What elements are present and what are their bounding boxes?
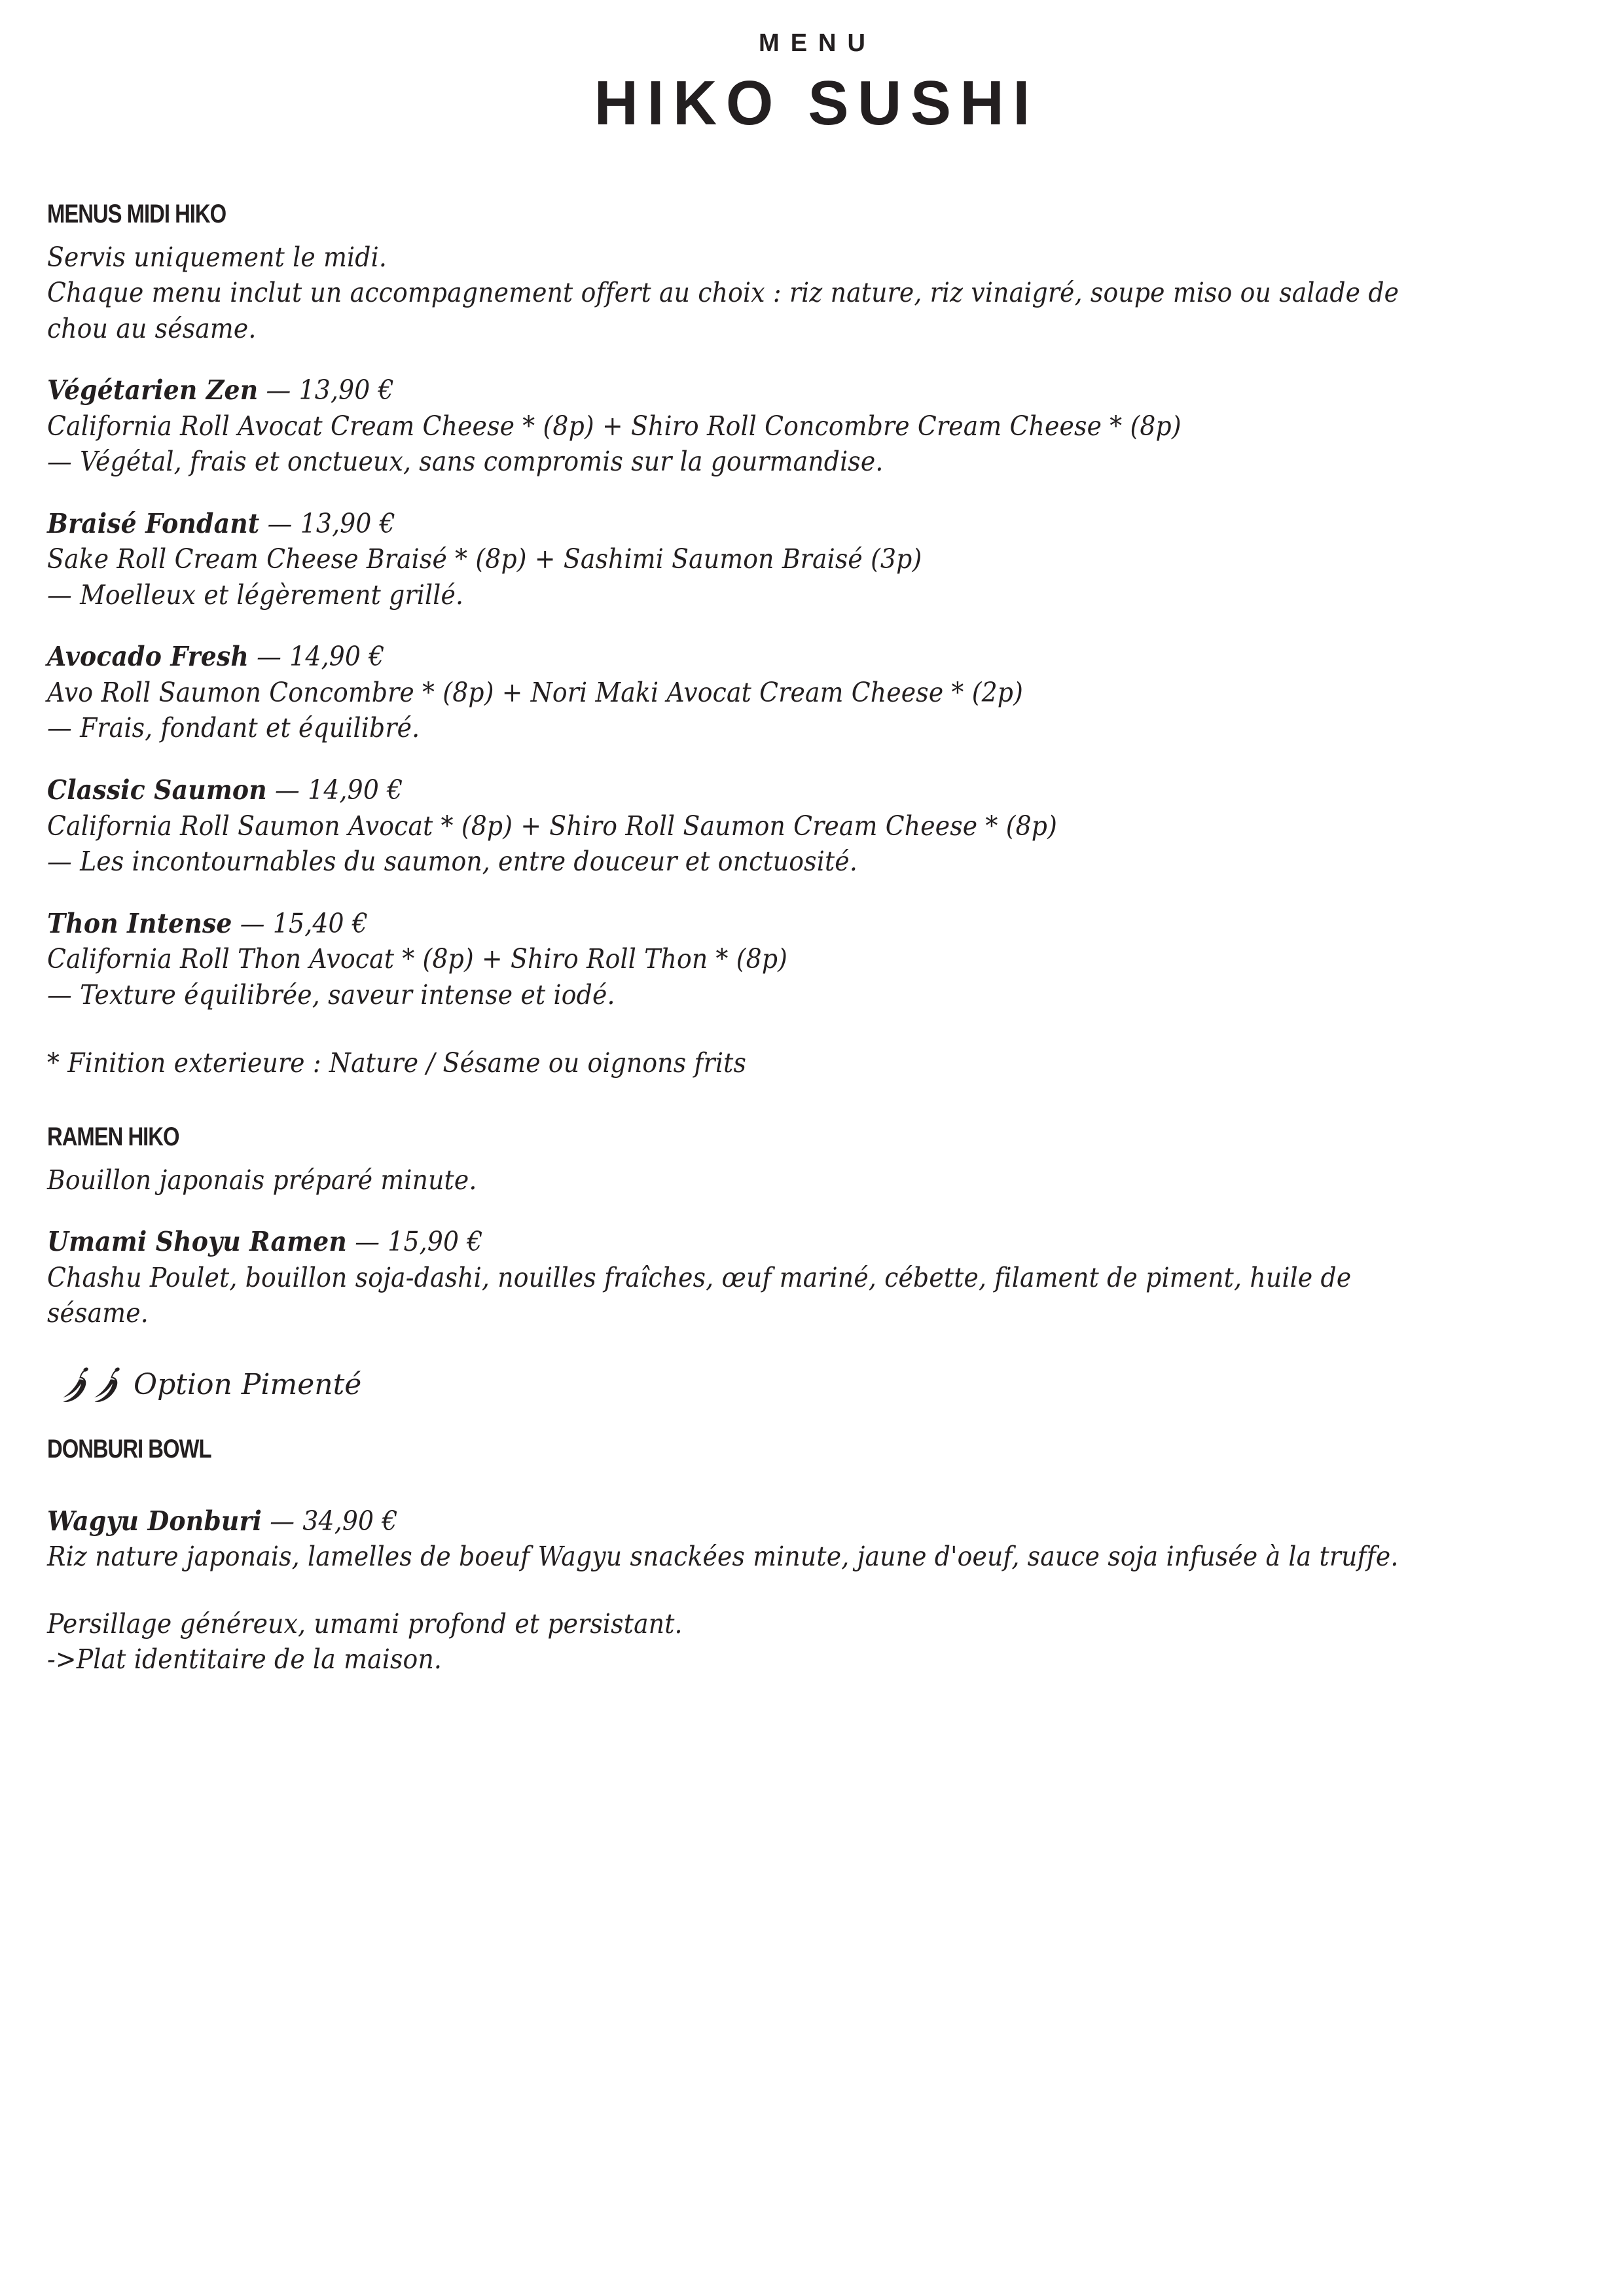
- item-dash: —: [240, 907, 265, 939]
- item-dash: —: [257, 641, 282, 673]
- section-heading: RAMEN HIKO: [47, 1122, 179, 1151]
- item-title-line: [47, 506, 1407, 542]
- item-name: Avocado Fresh: [47, 641, 249, 673]
- lead-line: Servis uniquement le midi.: [47, 241, 388, 273]
- item-composition: California Roll Avocat Cream Cheese * (8p) + Shiro Roll Concombre Cream Cheese * (8p): [47, 410, 1182, 442]
- closing-line: ->Plat identitaire de la maison.: [47, 1643, 442, 1676]
- item-name: Classic Saumon: [47, 774, 267, 806]
- item-composition: Chashu Poulet, bouillon soja-dashi, nouilles fraîches, œuf mariné, cébette, filament de piment, huile de sésame.: [47, 1261, 1352, 1329]
- chili-pepper-icon: [94, 1367, 124, 1405]
- menu-masthead: [0, 0, 1624, 143]
- menu-body: [0, 199, 1624, 1677]
- closing-line: Persillage généreux, umami profond et persistant.: [47, 1607, 683, 1640]
- spicy-option-label: Option Pimenté: [134, 1368, 362, 1402]
- lead-line: Chaque menu inclut un accompagnement offert au choix : riz nature, riz vinaigré, soupe miso ou salade de chou au sésame.: [47, 277, 1399, 344]
- item-title-line: [47, 772, 1407, 808]
- item-price: 13,90 €: [300, 507, 395, 539]
- section-closing: [47, 1606, 1407, 1677]
- menu-item: [47, 639, 1407, 746]
- item-dash: —: [275, 774, 300, 806]
- item-composition: California Roll Saumon Avocat * (8p) + Shiro Roll Saumon Cream Cheese * (8p): [47, 810, 1058, 842]
- item-title-line: [47, 906, 1407, 942]
- item-title-line: [47, 372, 1407, 408]
- item-name: Umami Shoyu Ramen: [47, 1226, 348, 1258]
- item-tagline: — Texture équilibrée, saveur intense et iodé.: [47, 978, 615, 1011]
- section-menus-midi-hiko: [47, 199, 1526, 1081]
- section-spacer: [47, 1081, 1526, 1122]
- item-price: 34,90 €: [302, 1505, 398, 1537]
- item-price: 14,90 €: [289, 641, 385, 673]
- item-composition: Sake Roll Cream Cheese Braisé * (8p) + Sashimi Saumon Braisé (3p): [47, 543, 922, 575]
- item-tagline: — Végétal, frais et onctueux, sans compromis sur la gourmandise.: [47, 446, 884, 478]
- spicy-level-indicator: [63, 1367, 124, 1405]
- menu-item: [47, 506, 1407, 613]
- item-name: Braisé Fondant: [47, 507, 260, 539]
- spicy-option-row: [63, 1367, 1526, 1405]
- item-name: Thon Intense: [47, 907, 232, 939]
- section-donburi-bowl: [47, 1434, 1526, 1677]
- chili-pepper-icon: [63, 1367, 93, 1405]
- menu-item: [47, 772, 1407, 880]
- item-dash: —: [355, 1226, 380, 1258]
- item-tagline: — Les incontournables du saumon, entre douceur et onctuosité.: [47, 846, 858, 878]
- item-tagline: — Moelleux et légèrement grillé.: [47, 579, 464, 611]
- item-name: Végétarien Zen: [47, 374, 259, 406]
- finish-footnote: * Finition exterieure : Nature / Sésame ou oignons frits: [47, 1047, 747, 1079]
- item-title-line: [47, 1503, 1407, 1539]
- item-composition: Riz nature japonais, lamelles de boeuf Wagyu snackées minute, jaune d'oeuf, sauce soja infusée à la truffe.: [47, 1541, 1399, 1573]
- section-lead: Bouillon japonais préparé minute.: [47, 1164, 477, 1196]
- menu-item: [47, 906, 1407, 1013]
- item-price: 13,90 €: [298, 374, 394, 406]
- item-dash: —: [267, 507, 293, 539]
- item-name: Wagyu Donburi: [47, 1505, 262, 1537]
- section-heading: MENUS MIDI HIKO: [47, 199, 226, 228]
- restaurant-wordmark: HIKO SUSHI: [594, 67, 1039, 138]
- section-lead: [47, 240, 1407, 347]
- item-tagline: — Frais, fondant et équilibré.: [47, 712, 420, 744]
- item-composition: Avo Roll Saumon Concombre * (8p) + Nori Maki Avocat Cream Cheese * (2p): [47, 676, 1024, 708]
- item-title-line: [47, 1224, 1407, 1260]
- section-ramen-hiko: [47, 1122, 1526, 1405]
- section-heading: DONBURI BOWL: [47, 1434, 211, 1463]
- item-price: 14,90 €: [308, 774, 403, 806]
- item-dash: —: [266, 374, 291, 406]
- menu-item: [47, 1503, 1407, 1575]
- menu-kicker: MENU: [759, 29, 876, 57]
- menu-item: [47, 372, 1407, 480]
- item-composition: California Roll Thon Avocat * (8p) + Shiro Roll Thon * (8p): [47, 943, 788, 975]
- menu-item: [47, 1224, 1407, 1331]
- item-price: 15,90 €: [388, 1226, 483, 1258]
- item-title-line: [47, 639, 1407, 675]
- item-dash: —: [270, 1505, 295, 1537]
- item-price: 15,40 €: [272, 907, 369, 939]
